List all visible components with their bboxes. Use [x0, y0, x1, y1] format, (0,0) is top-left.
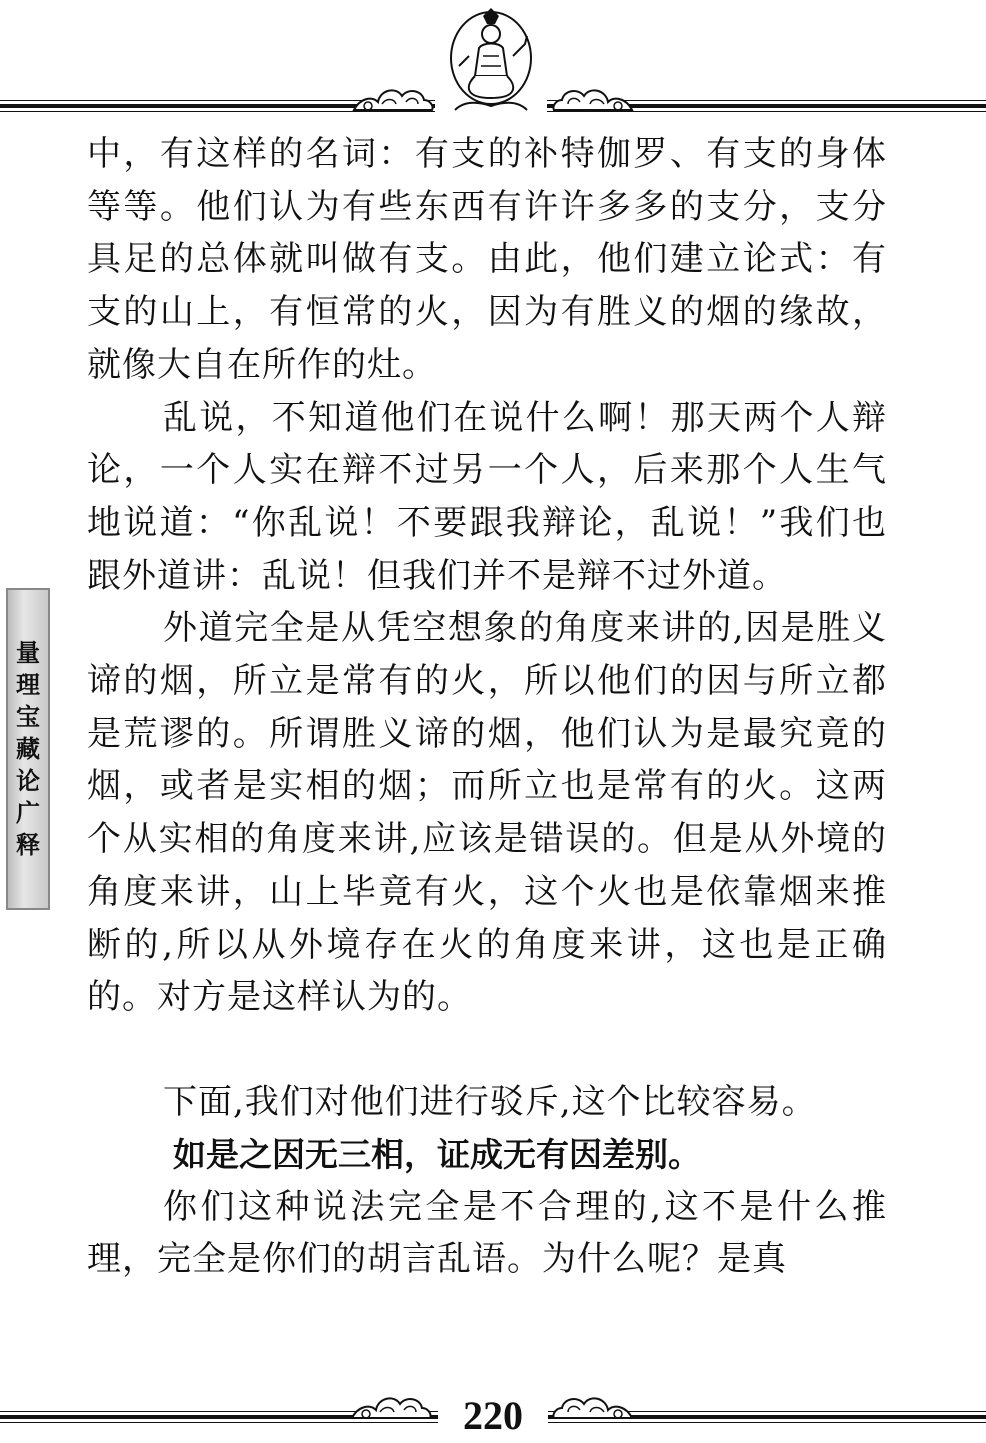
side-tab-char: 藏 [16, 734, 40, 763]
cloud-ornament-icon [552, 80, 634, 114]
paragraph: 你们这种说法完全是不合理的,这不是什么推理，完全是你们的胡言乱语。为什么呢？是真 [87, 1186, 887, 1280]
side-tab-char: 量 [16, 638, 40, 667]
side-tab-char: 宝 [16, 702, 40, 731]
cloud-ornament-icon [552, 1388, 634, 1422]
verse-line: 如是之因无三相，证成无有因差别。 [173, 1134, 701, 1174]
cloud-ornament-icon [352, 80, 434, 114]
deity-illustration-icon [435, 6, 547, 114]
paragraph: 下面,我们对他们进行驳斥,这个比较容易。 [163, 1081, 817, 1122]
paragraph: 外道完全是从凭空想象的角度来讲的,因是胜义谛的烟，所立是常有的火，所以他们的因与所立都是荒谬的。所谓胜义谛的烟，他们认为是最究竟的烟，或者是实相的烟；而所立也是常有的火。这两个从实相的角度来讲,应该是错误的。但是从外境的角度来讲，山上毕竟有火，这个火也是依靠烟来推断的,所以从外境存在火的角度来讲，这也是正确的。对方是这样认为的。 [87, 608, 887, 1018]
side-tab-char: 释 [16, 830, 40, 859]
cloud-ornament-icon [350, 1388, 432, 1422]
paragraph: 中，有这样的名词：有支的补特伽罗、有支的身体等等。他们认为有些东西有许许多多的支分，支分具足的总体就叫做有支。由此，他们建立论式：有支的山上，有恒常的火，因为有胜义的烟的缘故，就像大自在所作的灶。 [87, 134, 887, 385]
paragraph: 乱说，不知道他们在说什么啊！那天两个人辩论，一个人实在辩不过另一个人，后来那个人生气地说道：“你乱说！不要跟我辩论，乱说！”我们也跟外道讲：乱说！但我们并不是辩不过外道。 [87, 397, 887, 596]
side-tab-char: 论 [16, 766, 40, 795]
page-number: 220 [438, 1394, 548, 1438]
side-tab-char: 理 [16, 670, 40, 699]
side-tab-char: 广 [16, 798, 40, 827]
side-tab-book-title [6, 588, 50, 910]
page-body [87, 128, 887, 1286]
